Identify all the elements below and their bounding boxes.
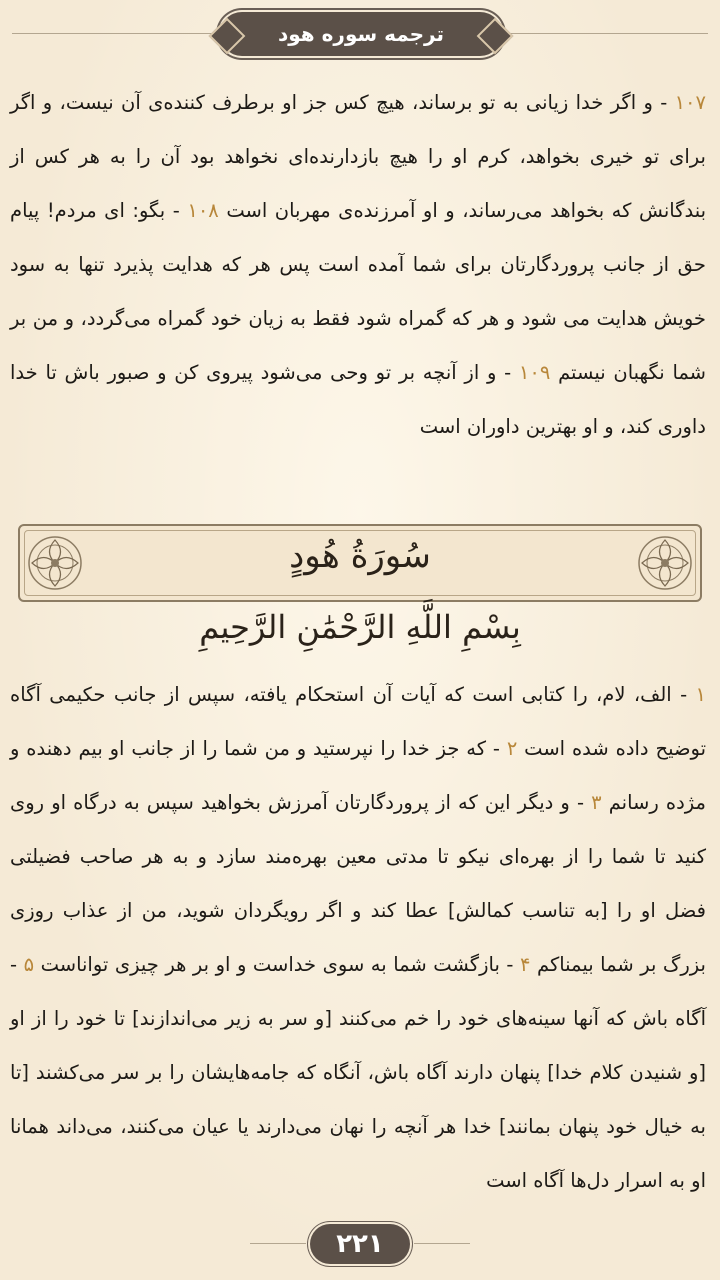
- verse-number: ۴: [519, 953, 531, 976]
- verse-number: ۲: [506, 737, 518, 760]
- verse-number: ۵: [23, 953, 35, 976]
- verse-text: - آگاه باش که آنها سینه‌های خود را خم می‌کنند [و سر به زیر می‌اندازند] تا خود را از او [و شنیدن کلام خدا] پنهان دارند آگاه باش، آنگاه که جامه‌هایشان را بر سر می‌کشند [تا به خیال خود پنهان بمانند] خدا هر آنچه را نهان می‌دارند یا عیان می‌کنند، می‌داند همانا او به اسرار دل‌ها آگاه است: [10, 953, 706, 1192]
- page-number: ۲۲۱: [336, 1229, 384, 1259]
- header-rule-left: [12, 33, 216, 34]
- verse-text: - الف، لام، را کتابی است که آیات آن استحکام یافته، سپس از جانب حکیمی آگاه توضیح داده شده است: [10, 683, 707, 760]
- surah-title: سُورَةُ هُودٍ: [289, 536, 431, 576]
- verse-text: - و اگر خدا زیانی به تو برساند، هیچ کس جز او برطرف کننده‌ی آن نیست، و اگر برای تو خیری بخواهد، کرم او را هیچ بازدارنده‌ای نخواهد بود آن را به هر کس از بندگانش که بخواهد می‌رساند، و او آمرزنده‌ی مهربان است: [10, 91, 707, 222]
- header-title-pill: [220, 12, 502, 56]
- page-title: ترجمه سوره هود: [277, 22, 445, 46]
- verse-text: - که جز خدا را نپرستید و من شما را از جانب او بیم دهنده و مژده رسانم: [10, 737, 707, 814]
- translation-passage-1: [10, 76, 706, 454]
- verse-number: ۱: [695, 683, 706, 706]
- footer-rule-left: [250, 1243, 306, 1244]
- verse-text: - و از آنچه بر تو وحی می‌شود پیروی کن و صبور باش تا خدا داوری کند، و او بهترین داوران است: [10, 361, 706, 438]
- page-number-badge: [310, 1224, 410, 1264]
- verse-number: ۱۰۹: [518, 361, 551, 384]
- verse-text: - بازگشت شما به سوی خداست و او بر هر چیزی تواناست: [40, 953, 520, 976]
- verse-text: - و دیگر این که از پروردگارتان آمرزش بخواهید سپس به درگاه او روی کنید تا شما را از بهره‌ای نیکو تا مدتی معین بهره‌مند سازد و به هر صاحب فضیلتی فضل او را [به تناسب کمالش] عطا کند و اگر رویگردان شوید، من از عذاب روزی بزرگ بر شما بیمناکم: [10, 791, 706, 976]
- arabesque-medallion-icon: [636, 534, 694, 592]
- surah-banner: [18, 524, 702, 602]
- verse-text: - بگو: ای مردم! پیام حق از جانب پروردگارتان برای شما آمده است پس هر که هدایت پذیرد تنها به سود خویش هدایت می شود و هر که گمراه شود فقط به زیان خود گمراه می‌گردد، و من بر شما نگهبان نیستم: [10, 199, 707, 384]
- verse-number: ۳: [591, 791, 602, 814]
- header-rule-right: [506, 33, 708, 34]
- verse-number: ۱۰۸: [187, 199, 219, 222]
- footer-rule-right: [414, 1243, 470, 1244]
- bismillah-calligraphy: بِسْمِ اللَّهِ الرَّحْمَٰنِ الرَّحِيمِ: [199, 608, 521, 646]
- verse-number: ۱۰۷: [674, 91, 706, 114]
- translation-passage-2: [10, 668, 706, 1208]
